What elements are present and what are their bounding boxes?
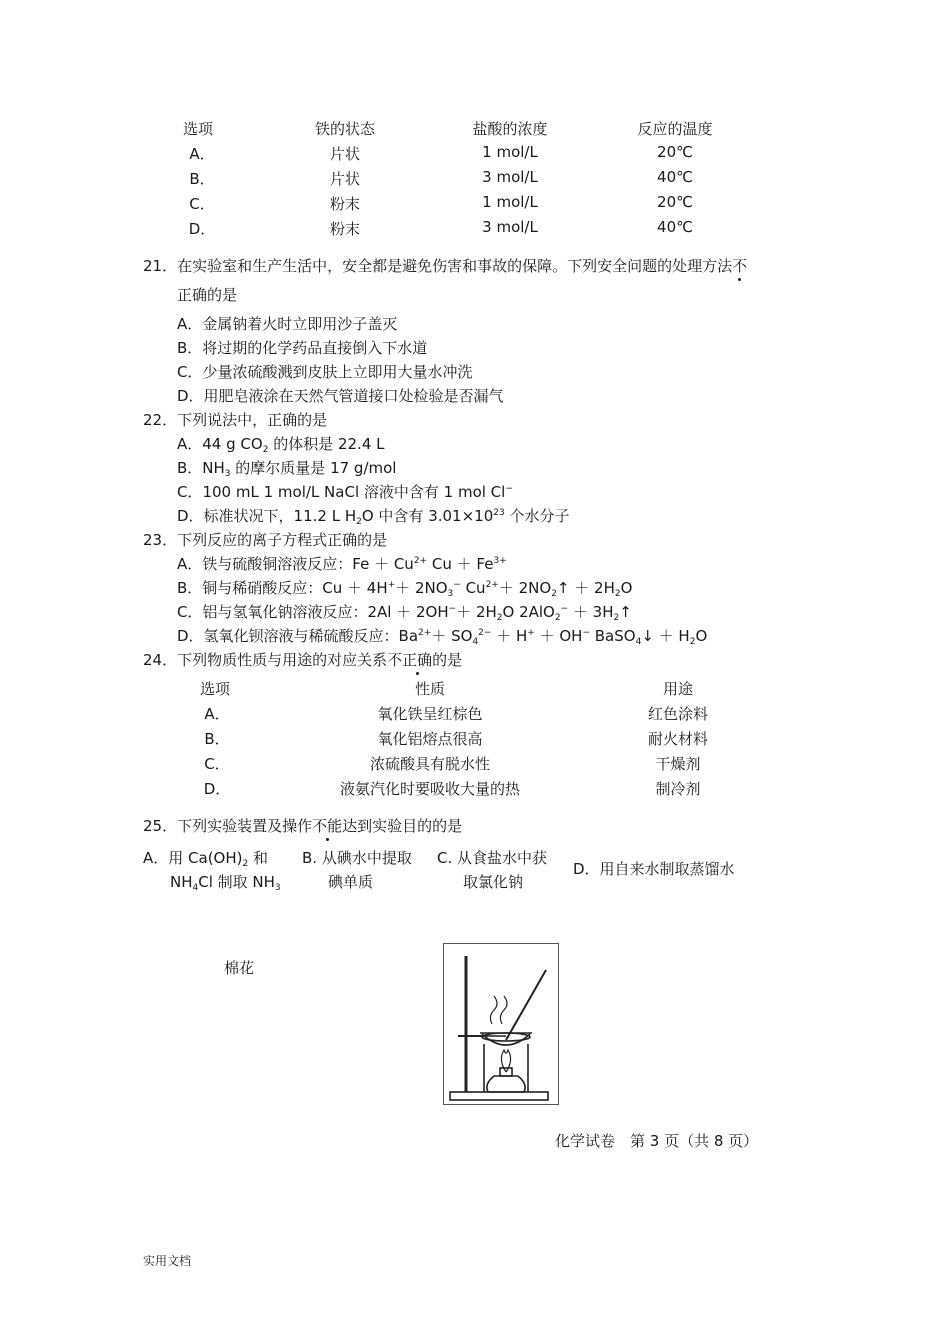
table20-cell: 3 mol/L [482,218,538,236]
table24-header-option: 选项 [199,680,230,698]
table20-cell: 1 mol/L [482,193,538,211]
table20-cell: 40℃ [657,168,693,186]
q22-number: 22． [143,411,178,429]
table20-header-option: 选项 [182,120,213,138]
q24-emphasis-not: 不 [387,651,403,669]
q23-option-b: B．铜与稀硝酸反应：$Cu + 4H^++ 2NO_3^-$ $Cu^{2+}+$ $2NO_2↑ + 2H_2O$ [177,579,633,599]
table24-cell: 耐火材料 [647,730,708,748]
table20-cell: 20℃ [657,193,693,211]
q21-option-b: B．将过期的化学药品直接倒入下水道 [177,339,428,357]
table24-header-property: 性质 [414,680,445,698]
q24-stem: 24．下列物质性质与用途的对应关系不正确的是 [143,651,463,669]
q23-option-a: A．铁与硫酸铜溶液反应：$Fe + Cu^{2+}$ $Cu + Fe^{3+}$ [177,555,507,573]
table20-cell: 40℃ [657,218,693,236]
page-footer: 化学试卷 第 3 页（共 8 页） [555,1132,759,1150]
q25-stem: 25．下列实验装置及操作不能达到实验目的的是 [143,817,463,835]
q25-emphasis-not-able: 不能 [312,817,343,835]
table24-cell: A． [204,705,230,723]
table24-cell: 红色涂料 [647,705,708,723]
cotton-label: 棉花 [224,959,255,977]
q21-stem-line2 [177,284,237,305]
table24-cell: B． [204,730,230,748]
table20-cell: 粉末 [329,195,360,213]
q22-stem [143,409,327,430]
table24-header-use: 用途 [662,680,693,698]
q25-option-b-line2: 碘单质 [328,873,374,891]
table20-cell: 粉末 [329,220,360,238]
q21-stem-line1 [143,255,747,276]
q22-option-d: D．标准状况下，11.2 L $H_2O$ 中含有 $3.01\times 10^{23}$ 个水分子 [177,507,570,527]
q21-option-a: A．金属钠着火时立即用沙子盖灭 [177,315,398,333]
q22-stem-text: 下列说法中，正确的是 [177,411,328,429]
q22-option-a: A．44 g $CO_2$ 的体积是 22.4 L [177,435,385,455]
q23-stem-text: 下列反应的离子方程式正确的是 [177,531,388,549]
q23-option-c: C．铝与氢氧化钠溶液反应：$2Al + 2OH^-+ 2H_2O$ $2AlO_2^- + 3H_2↑$ [177,603,632,623]
q25-option-c-line1: C. 从食盐水中获 [437,849,548,867]
evaporation-apparatus-drawing [444,944,558,1104]
q21-number: 21． [143,257,178,275]
table24-cell: D． [203,780,231,798]
table20-cell: A． [189,145,215,163]
q25-option-c-line2: 取氯化钠 [463,873,524,891]
q23-option-d: D．氢氧化钡溶液与稀硫酸反应：$Ba^{2+}+ SO_4^{2-} + H^+ + OH^-$ BaSO$_4$↓ ＋ $H_2O$ [177,627,708,647]
table20-header-conc: 盐酸的浓度 [472,120,548,138]
q21-emphasis-not: 不 [732,257,748,275]
q25-option-a-line1: A．用 $Ca(OH)_2$ 和 [143,849,269,869]
q21-stem-correct: 正确 [177,286,208,304]
table20-header-temp: 反应的温度 [637,120,713,138]
table20-cell: 1 mol/L [482,143,538,161]
table24-cell: 液氨汽化时要吸收大量的热 [339,780,520,798]
table24-cell: 浓硫酸具有脱水性 [369,755,490,773]
table20-cell: 片状 [329,145,360,163]
table24-cell: 制冷剂 [655,780,701,798]
q22-option-b: B．$NH_3$ 的摩尔质量是 17 g/mol [177,459,397,479]
q25-option-a-line2: $NH_4Cl$ 制取 $NH_3$ [170,873,281,893]
q25-option-b-line1: B. 从碘水中提取 [302,849,412,867]
table20-header-state: 铁的状态 [314,120,375,138]
q23-stem [143,529,387,550]
q21-option-c: C．少量浓硫酸溅到皮肤上立即用大量水冲洗 [177,363,473,381]
q21-stem-text: 在实验室和生产生活中，安全都是避免伤害和事故的保障。下列安全问题的处理方法 [177,257,733,275]
q21-option-d: D．用肥皂液涂在天然气管道接口处检验是否漏气 [177,387,504,405]
table24-cell: 干燥剂 [655,755,701,773]
table20-cell: C． [189,195,215,213]
q24-number: 24． [143,651,178,669]
table24-cell: C． [204,755,230,773]
table24-cell: 氧化铁呈红棕色 [377,705,483,723]
document-note: 实用文档 [143,1254,192,1268]
q25-number: 25． [143,817,178,835]
evaporation-apparatus-figure [443,943,559,1105]
q21-stem-end: 的是 [207,286,238,304]
q25-option-d: D．用自来水制取蒸馏水 [573,860,735,878]
table20-cell: 片状 [329,170,360,188]
table20-cell: B． [189,170,215,188]
table20-cell: 3 mol/L [482,168,538,186]
table20-cell: 20℃ [657,143,693,161]
q23-number: 23． [143,531,178,549]
q24-emphasis-correct: 正确 [402,651,433,669]
q22-option-c: C．100 mL 1 mol/L NaCl 溶液中含有 1 mol Cl− [177,483,513,501]
table24-cell: 氧化铝熔点很高 [377,730,483,748]
table20-cell: D． [188,220,216,238]
